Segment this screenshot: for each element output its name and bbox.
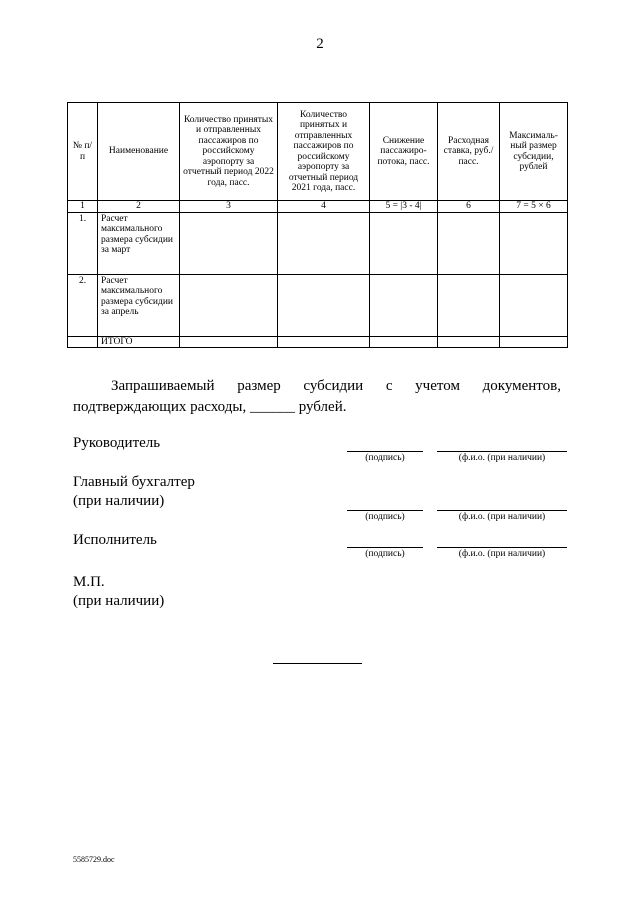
signature-caption: (подпись) <box>365 453 405 463</box>
document-code: 5585729.doc <box>73 855 115 864</box>
empty-cell <box>370 212 438 274</box>
empty-cell <box>180 274 278 336</box>
empty-cell <box>278 274 370 336</box>
accountant-signature-line <box>347 510 423 511</box>
column-number: 4 <box>278 201 370 213</box>
empty-cell <box>438 336 500 348</box>
accountant-name-line <box>437 510 567 511</box>
header-passengers-2022: Количество принятых и отправленных пассажиров по российскому аэропорту за отчетный период 2022 года, пасс. <box>180 103 278 201</box>
head-name-line <box>437 451 567 452</box>
executor-signature-line <box>347 547 423 548</box>
row-number: 1. <box>68 212 98 274</box>
table-row <box>68 212 568 274</box>
executor-name-line <box>437 547 567 548</box>
column-number: 7 = 5 × 6 <box>500 201 568 213</box>
total-label: ИТОГО <box>98 336 180 348</box>
empty-cell <box>438 274 500 336</box>
header-rate: Расходная ставка, руб./ пасс. <box>438 103 500 201</box>
subsidy-calculation-table <box>67 102 568 348</box>
column-number: 5 = |3 - 4| <box>370 201 438 213</box>
document-end-line <box>273 663 362 664</box>
header-decrease: Снижение пассажиро-потока, пасс. <box>370 103 438 201</box>
column-number: 3 <box>180 201 278 213</box>
empty-cell <box>370 274 438 336</box>
empty-cell <box>370 336 438 348</box>
header-passengers-2021: Количество принятых и отправленных пассажиров по российскому аэропорту за отчетный период 2021 года, пасс. <box>278 103 370 201</box>
name-caption: (ф.и.о. (при наличии) <box>458 453 546 463</box>
stamp-label: М.П. <box>73 574 105 590</box>
table-row <box>68 274 568 336</box>
table-header-row <box>68 103 568 201</box>
requested-subsidy-paragraph: Запрашиваемый размер субсидии с учетом документов, подтверждающих расходы, ______ рублей. <box>73 378 561 415</box>
column-numbering-row <box>68 201 568 213</box>
total-row <box>68 336 568 348</box>
head-label: Руководитель <box>73 435 161 451</box>
empty-cell <box>278 336 370 348</box>
signature-caption: (подпись) <box>365 549 405 559</box>
page-number: 2 <box>316 36 324 52</box>
signature-caption: (подпись) <box>365 512 405 522</box>
chief-accountant-note: (при наличии) <box>73 493 165 509</box>
empty-cell <box>278 212 370 274</box>
row-number: 2. <box>68 274 98 336</box>
empty-cell <box>500 212 568 274</box>
column-number: 2 <box>98 201 180 213</box>
chief-accountant-label: Главный бухгалтер <box>73 474 195 490</box>
header-name: Наименование <box>98 103 180 201</box>
row-name: Расчет максимального размера субсидии за апрель <box>98 274 180 336</box>
row-name: Расчет максимального размера субсидии за март <box>98 212 180 274</box>
empty-cell <box>68 336 98 348</box>
name-caption: (ф.и.о. (при наличии) <box>458 549 546 559</box>
column-number: 6 <box>438 201 500 213</box>
head-signature-line <box>347 451 423 452</box>
stamp-note: (при наличии) <box>73 593 165 609</box>
name-caption: (ф.и.о. (при наличии) <box>458 512 546 522</box>
executor-label: Исполнитель <box>73 532 157 548</box>
column-number: 1 <box>68 201 98 213</box>
header-max-subsidy: Максималь-ный размер субсидии, рублей <box>500 103 568 201</box>
empty-cell <box>180 336 278 348</box>
empty-cell <box>500 274 568 336</box>
header-number: № п/п <box>68 103 98 201</box>
empty-cell <box>180 212 278 274</box>
empty-cell <box>500 336 568 348</box>
empty-cell <box>438 212 500 274</box>
